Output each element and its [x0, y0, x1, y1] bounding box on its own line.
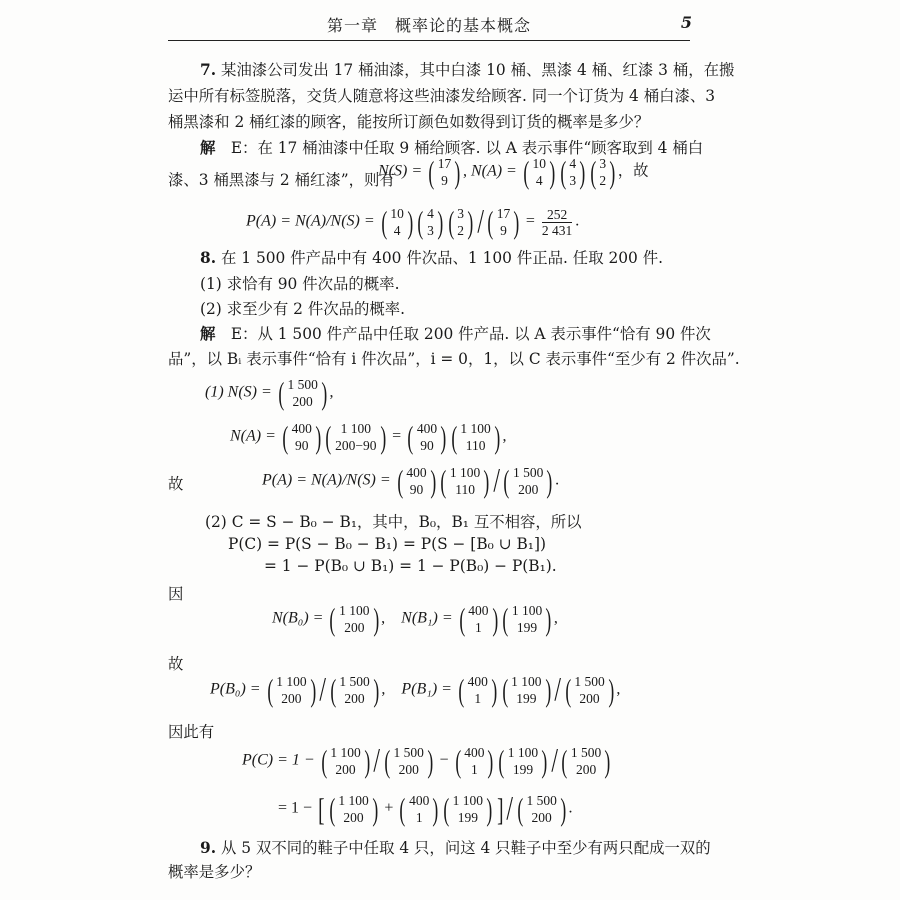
gu-label-2: 故	[168, 655, 184, 673]
formula-pa-8: P(A) = N(A)/N(S) = ( 400 90 ) ( 1 100 110 ) / ( 1 500 200 ) .	[262, 462, 560, 499]
solution-8-2-line-1: (2) C = S − B₀ − B₁，其中，B₀，B₁ 互不相容，所以	[205, 513, 582, 531]
problem-number: 9.	[200, 839, 217, 857]
problem-7-line-3: 桶黑漆和 2 桶红漆的顾客，能按所订颜色如数得到订货的概率是多少？	[168, 113, 650, 131]
yinciyou-label: 因此有	[168, 723, 215, 741]
problem-number: 7.	[200, 61, 217, 79]
problem-number: 8.	[200, 249, 217, 267]
solution-8-2-line-3: = 1 − P(B₀ ∪ B₁) = 1 − P(B₀) − P(B₁).	[264, 557, 557, 575]
formula-pa-7: P(A) = N(A)/N(S) = ( 10 4 ) ( 4 3 ) ( 3 2 ) / ( 17 9 ) = $\frac{252}{2 431}$ .	[246, 203, 580, 240]
formula-pb: P(B₀) = ( 1 100 200 ) / ( 1 500 200 ) , P(B₁) = ( 400 1 ) ( 1 100 199 ) / ( 1 500 200 ) ,	[210, 671, 621, 708]
formula-pc-1: P(C) = 1 − ( 1 100 200 ) / ( 1 500 200 ) − ( 400 1 ) ( 1 100 199 ) / ( 1 500 200 )	[242, 742, 611, 779]
problem-8-q1: (1) 求恰有 90 件次品的概率.	[200, 275, 400, 293]
fraction: $\frac{252}{2 431}$	[541, 206, 573, 238]
problem-text: 从 5 双不同的鞋子中任取 4 只，问这 4 只鞋子中至少有两只配成一双的	[220, 839, 711, 857]
solution-8-line-2: 品”，以 Bᵢ 表示事件“恰有 i 件次品”，i = 0，1，以 C 表示事件“至少有 2 件次品”.	[168, 350, 740, 368]
problem-9-line-1	[200, 838, 711, 858]
solution-label: 解	[200, 139, 216, 157]
solution-text: 漆、3 桶黑漆与 2 桶红漆”，则有	[168, 171, 395, 189]
page-number: 5	[680, 13, 692, 32]
formula-text: N(A) =	[470, 162, 517, 180]
problem-9-line-2: 概率是多少？	[168, 863, 261, 881]
header-rule	[168, 40, 690, 41]
formula-nb: N(B₀) = ( 1 100 200 ) , N(B₁) = ( 400 1 ) ( 1 100 199 ) ,	[272, 601, 558, 637]
problem-8-q2: (2) 求至少有 2 件次品的概率.	[200, 300, 406, 318]
problem-text: 某油漆公司发出 17 桶油漆，其中白漆 10 桶、黑漆 4 桶、红漆 3 桶，在搬	[220, 61, 735, 79]
formula-na-8: N(A) = ( 400 90 ) ( 1 100 200−90 ) = ( 400 90 ) ( 1 100 110 ) ,	[230, 419, 507, 455]
problem-7-line-2: 运中所有标签脱落，交货人随意将这些油漆发给顾客. 同一个订货为 4 桶白漆、3	[168, 87, 716, 105]
gu-label: 故	[168, 475, 184, 493]
solution-text: E：从 1 500 件产品中任取 200 件产品. 以 A 表示事件“恰有 90 件次	[230, 325, 711, 343]
yin-label: 因	[168, 585, 184, 603]
solution-8-2-line-2: P(C) = P(S − B₀ − B₁) = P(S − [B₀ ∪ B₁])	[228, 535, 546, 553]
problem-text: 在 1 500 件产品中有 400 件次品、1 100 件正品. 任取 200 件.	[220, 249, 664, 267]
formula-counts-7: N(S) = ( 17 9 ) , N(A) = ( 10 4 ) ( 4 3 ) ( 3 2 ) ，故	[378, 154, 649, 190]
solution-label: 解	[200, 325, 216, 343]
formula-text: N(S) =	[378, 162, 423, 180]
solution-7-line-2	[168, 170, 395, 190]
formula-pc-2: = 1 − [ ( 1 100 200 ) + ( 400 1 ) ( 1 100 199 ) ] / ( 1 500 200 ) .	[278, 790, 573, 827]
chapter-title: 第一章 概率论的基本概念	[326, 16, 531, 35]
problem-7-line-1	[200, 60, 734, 80]
running-header	[168, 13, 690, 39]
solution-8-line-1	[200, 324, 711, 344]
solution-text: E：在 17 桶油漆中任取 9 桶给顾客. 以 A 表示事件“顾客取到 4 桶白	[230, 139, 704, 157]
problem-8-line-1	[200, 248, 663, 268]
formula-ns-8: (1) N(S) = ( 1 500 200 ) ,	[205, 375, 334, 411]
